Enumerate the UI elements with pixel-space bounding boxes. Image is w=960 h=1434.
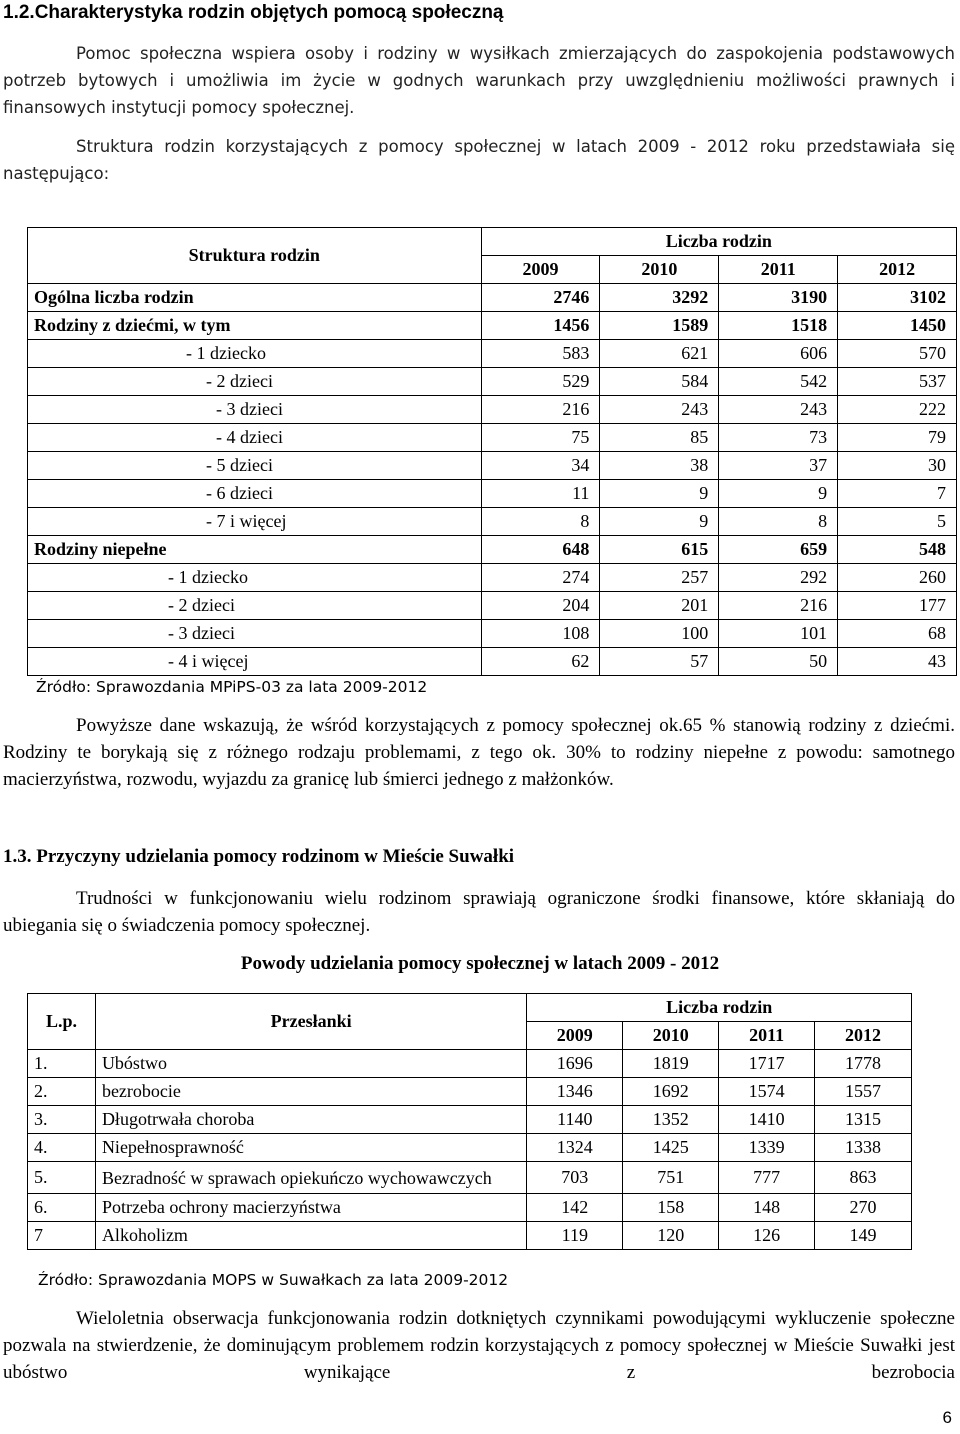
table1-cell-value: 648 [481,536,600,564]
table-row [28,508,957,536]
table2-cell-value: 142 [527,1194,623,1222]
table1-row-label: - 2 dzieci [28,368,482,396]
table-row [28,424,957,452]
table1-cell-value: 75 [481,424,600,452]
table2-cell-value: 1819 [623,1050,719,1078]
table1-cell-value: 7 [838,480,957,508]
table1-cell-value: 68 [838,620,957,648]
table1-cell-value: 108 [481,620,600,648]
table1-cell-value: 1450 [838,312,957,340]
table2-row-label: Potrzeba ochrony macierzyństwa [95,1194,526,1222]
table1-cell-value: 583 [481,340,600,368]
table2-row-label: Bezradność w sprawach opiekuńczo wychowawczych [95,1162,526,1194]
table1-cell-value: 292 [719,564,838,592]
table2-source: Źródło: Sprawozdania MOPS w Suwałkach za lata 2009-2012 [38,1271,509,1289]
table2-cell-value: 1140 [527,1106,623,1134]
section-heading-1-2: 1.2.Charakterystyka rodzin objętych pomocą społeczną [3,2,504,23]
table2-cell-value: 1425 [623,1134,719,1162]
paragraph-difficulties-text: Trudności w funkcjonowaniu wielu rodzinom sprawiają ograniczone środki finansowe, które skłaniają do ubiegania się o świadczenia pomocy społecznej. [3,888,955,936]
table1-row-label: - 1 dziecko [28,340,482,368]
table1-cell-value: 216 [481,396,600,424]
table1-cell-value: 621 [600,340,719,368]
table1-header-label: Struktura rodzin [28,228,482,284]
table-row [28,1050,912,1078]
reasons-table [27,993,912,1250]
table1-cell-value: 537 [838,368,957,396]
table-row [28,452,957,480]
paragraph-intro [3,40,955,121]
table2-cell-value: 1315 [815,1106,912,1134]
table1-cell-value: 34 [481,452,600,480]
table1-cell-value: 9 [600,480,719,508]
family-structure-table [27,227,957,676]
table-row [28,312,957,340]
table1-year: 2009 [481,256,600,284]
table1-cell-value: 2746 [481,284,600,312]
table1-source: Źródło: Sprawozdania MPiPS-03 za lata 2009-2012 [36,678,428,696]
table2-title: Powody udzielania pomocy społecznej w latach 2009 - 2012 [240,953,720,974]
table1-cell-value: 5 [838,508,957,536]
table1-cell-value: 222 [838,396,957,424]
table1-year: 2011 [719,256,838,284]
table2-cell-value: 703 [527,1162,623,1194]
table1-cell-value: 30 [838,452,957,480]
section-heading-1-3: 1.3. Przyczyny udzielania pomocy rodzinom w Mieście Suwałki [3,846,515,867]
table2-cell-value: 149 [815,1222,912,1250]
paragraph-structure-text: Struktura rodzin korzystających z pomocy społecznej w latach 2009 - 2012 roku przedstawiała się następująco: [3,137,955,183]
table-row [28,1222,912,1250]
page-number: 6 [942,1408,952,1427]
table1-cell-value: 260 [838,564,957,592]
table1-cell-value: 201 [600,592,719,620]
table1-cell-value: 257 [600,564,719,592]
table-row [28,396,957,424]
table2-row-lp: 3. [28,1106,96,1134]
paragraph-intro-text: Pomoc społeczna wspiera osoby i rodziny w wysiłkach zmierzających do zaspokojenia podstawowych potrzeb bytowych i umożliwia im życie w godnych warunkach przy uwzględnieniu możliwości prawnych i finansowych instytucji pomocy społecznej. [3,44,955,117]
table1-cell-value: 79 [838,424,957,452]
table1-cell-value: 274 [481,564,600,592]
table2-row-lp: 4. [28,1134,96,1162]
table2-cell-value: 863 [815,1162,912,1194]
table1-row-label: - 7 i więcej [28,508,482,536]
table1-cell-value: 1589 [600,312,719,340]
table2-cell-value: 1717 [719,1050,815,1078]
table1-cell-value: 50 [719,648,838,676]
paragraph-conclusion-text: Wieloletnia obserwacja funkcjonowania rodzin dotkniętych czynnikami powodującymi wykluczenie społeczne pozwala na stwierdzenie, że dominującym problemem rodzin korzystających z pomocy społecznej w Mieście Suwałki jest ubóstwo wynikające z bezrobocia [3,1308,955,1383]
table1-header-group: Liczba rodzin [481,228,956,256]
table-row [28,480,957,508]
table2-cell-value: 777 [719,1162,815,1194]
paragraph-summary [3,712,955,793]
table1-cell-value: 177 [838,592,957,620]
table1-cell-value: 3190 [719,284,838,312]
table2-row-lp: 7 [28,1222,96,1250]
table1-row-label: - 4 i więcej [28,648,482,676]
table-row [28,1162,912,1194]
table1-cell-value: 101 [719,620,838,648]
table1-cell-value: 62 [481,648,600,676]
paragraph-structure [3,133,955,187]
table2-row-label: bezrobocie [95,1078,526,1106]
table1-year: 2010 [600,256,719,284]
table2-header-label: Przesłanki [95,994,526,1050]
table1-cell-value: 85 [600,424,719,452]
table1-row-label: - 6 dzieci [28,480,482,508]
table-row [28,592,957,620]
table1-row-label: - 4 dzieci [28,424,482,452]
table1-cell-value: 37 [719,452,838,480]
table-row [28,648,957,676]
table-row [28,536,957,564]
table1-cell-value: 1518 [719,312,838,340]
table1-row-label: - 3 dzieci [28,620,482,648]
table2-cell-value: 1696 [527,1050,623,1078]
table1-row-label: - 3 dzieci [28,396,482,424]
table1-cell-value: 216 [719,592,838,620]
table1-row-label: - 2 dzieci [28,592,482,620]
table1-cell-value: 204 [481,592,600,620]
table2-cell-value: 158 [623,1194,719,1222]
table2-cell-value: 119 [527,1222,623,1250]
table1-row-label: Ogólna liczba rodzin [28,284,482,312]
table2-cell-value: 1574 [719,1078,815,1106]
table2-row-label: Długotrwała choroba [95,1106,526,1134]
table2-cell-value: 126 [719,1222,815,1250]
table2-cell-value: 148 [719,1194,815,1222]
table-row [28,1134,912,1162]
table1-cell-value: 9 [719,480,838,508]
table2-cell-value: 1692 [623,1078,719,1106]
table-row [28,564,957,592]
table2-year: 2009 [527,1022,623,1050]
paragraph-difficulties [3,885,955,939]
table1-row-label: - 5 dzieci [28,452,482,480]
table1-cell-value: 548 [838,536,957,564]
table1-cell-value: 8 [719,508,838,536]
table1-cell-value: 3292 [600,284,719,312]
table2-cell-value: 1410 [719,1106,815,1134]
table1-cell-value: 57 [600,648,719,676]
table2-header-group: Liczba rodzin [527,994,912,1022]
table2-row-lp: 6. [28,1194,96,1222]
table2-cell-value: 120 [623,1222,719,1250]
table1-row-label: Rodziny niepełne [28,536,482,564]
table2-row-lp: 5. [28,1162,96,1194]
table2-header-lp: L.p. [28,994,96,1050]
table2-year: 2012 [815,1022,912,1050]
table1-row-label: Rodziny z dziećmi, w tym [28,312,482,340]
table1-year: 2012 [838,256,957,284]
table1-cell-value: 243 [600,396,719,424]
table1-cell-value: 615 [600,536,719,564]
table1-cell-value: 43 [838,648,957,676]
table2-cell-value: 1346 [527,1078,623,1106]
table2-cell-value: 1339 [719,1134,815,1162]
table2-cell-value: 1324 [527,1134,623,1162]
table2-cell-value: 270 [815,1194,912,1222]
table-row [28,340,957,368]
table-row [28,368,957,396]
table1-cell-value: 606 [719,340,838,368]
table1-cell-value: 1456 [481,312,600,340]
table2-row-label: Ubóstwo [95,1050,526,1078]
table1-cell-value: 659 [719,536,838,564]
paragraph-summary-text: Powyższe dane wskazują, że wśród korzystających z pomocy społecznej ok.65 % stanowią rodziny z dziećmi. Rodziny te borykają się z różnego rodzaju problemami, z tego ok. 30% to rodziny niepełne z powodu: samotnego macierzyństwa, rozwodu, wyjazdu za granicę lub śmierci jednego z małżonków. [3,715,955,790]
table1-cell-value: 73 [719,424,838,452]
table2-cell-value: 1338 [815,1134,912,1162]
table-row [28,284,957,312]
paragraph-conclusion [3,1305,955,1386]
table2-row-lp: 1. [28,1050,96,1078]
table2-row-label: Alkoholizm [95,1222,526,1250]
table2-cell-value: 751 [623,1162,719,1194]
table1-cell-value: 100 [600,620,719,648]
table1-cell-value: 11 [481,480,600,508]
table1-cell-value: 3102 [838,284,957,312]
table2-year: 2011 [719,1022,815,1050]
table1-cell-value: 529 [481,368,600,396]
table2-year: 2010 [623,1022,719,1050]
table-row [28,1078,912,1106]
table-row [28,620,957,648]
table2-row-label: Niepełnosprawność [95,1134,526,1162]
table1-cell-value: 584 [600,368,719,396]
table1-cell-value: 542 [719,368,838,396]
table2-cell-value: 1352 [623,1106,719,1134]
table1-cell-value: 38 [600,452,719,480]
table1-cell-value: 570 [838,340,957,368]
table1-cell-value: 8 [481,508,600,536]
table-row [28,1194,912,1222]
table2-cell-value: 1557 [815,1078,912,1106]
table1-row-label: - 1 dziecko [28,564,482,592]
table-row [28,1106,912,1134]
table2-row-lp: 2. [28,1078,96,1106]
table2-cell-value: 1778 [815,1050,912,1078]
table1-cell-value: 9 [600,508,719,536]
table1-cell-value: 243 [719,396,838,424]
